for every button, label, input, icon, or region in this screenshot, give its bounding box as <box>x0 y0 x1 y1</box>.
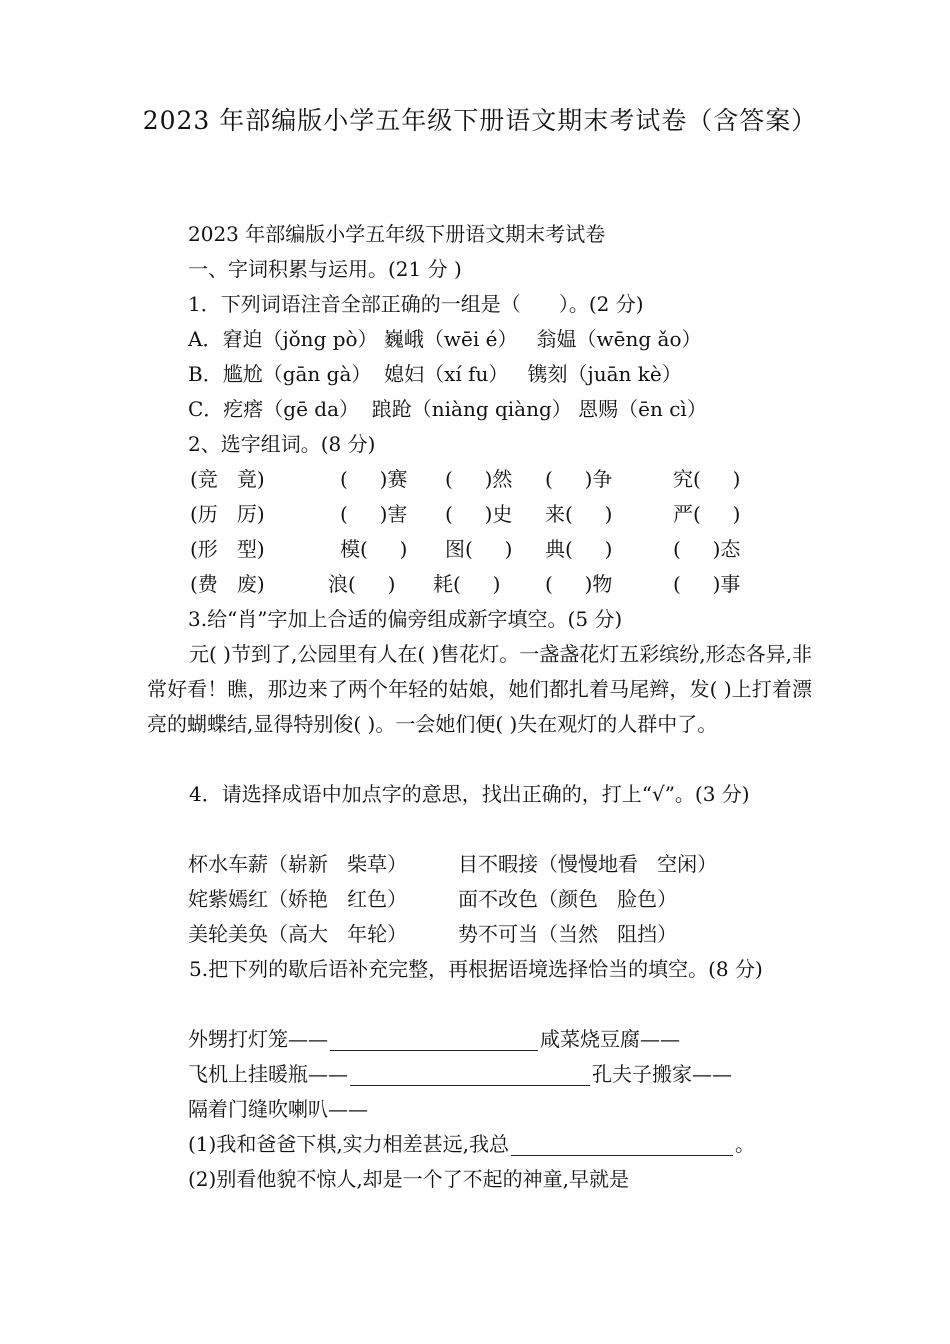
idiom-item: 杯水车薪（崭新 柴草） <box>188 852 408 876</box>
word-grid-cell: ( )然 <box>445 467 513 491</box>
question-3-stem: 3.给“肖”字加上合适的偏旁组成新字填空。(5 分) <box>188 607 623 631</box>
idiom-item: 美轮美奂（高大 年轮） <box>188 922 408 946</box>
exam-subtitle: 2023 年部编版小学五年级下册语文期末考试卷 <box>188 222 606 246</box>
section-heading: 一、字词积累与运用。(21 分 ) <box>188 257 462 281</box>
sentence-text: (1)我和爸爸下棋,实力相差甚远,我总 <box>188 1132 510 1156</box>
word-grid-cell: (费 废) <box>190 572 265 596</box>
word-grid-cell: ( )争 <box>545 467 613 491</box>
question-4-stem-block <box>147 777 812 812</box>
word-grid-cell: (竞 竟) <box>190 467 265 491</box>
document-title: 2023 年部编版小学五年级下册语文期末考试卷（含答案） <box>142 106 818 135</box>
xiehouyu-prompt: 咸菜烧豆腐—— <box>540 1027 680 1051</box>
answer-blank[interactable] <box>511 1135 733 1156</box>
word-grid-cell: (历 厉) <box>190 502 265 526</box>
word-grid-cell: 耗( ) <box>433 572 501 596</box>
word-grid-cell: 来( ) <box>545 502 613 526</box>
question-1-option-b: B．尴尬（gān gà） 媳妇（xí fu） 镌刻（juān kè） <box>188 362 682 386</box>
idiom-item: 姹紫嫣红（娇艳 红色） <box>188 887 408 911</box>
question-3-text: 元( )节到了,公园里有人在( )售花灯。一盏盏花灯五彩缤纷,形态各异,非常好看！瞧，那边来了两个年轻的姑娘，她们都扎着马尾辫，发( )上打着漂亮的蝴蝶结,显得特别俊( )。一会她们便( )失在观灯的人群中了。 <box>147 642 812 736</box>
question-3-paragraph <box>147 637 812 742</box>
word-grid-cell: ( )事 <box>673 572 741 596</box>
question-5-stem: 5.把下列的歇后语补充完整，再根据语境选择恰当的填空。(8 分) <box>189 957 763 981</box>
question-4-stem: 4．请选择成语中加点字的意思，找出正确的，打上“√”。(3 分) <box>189 782 750 806</box>
context-sentence-1 <box>188 1132 755 1156</box>
context-sentence-2: (2)别看他貌不惊人,却是一个了不起的神童,早就是 <box>188 1167 630 1191</box>
word-grid-cell: 图( ) <box>445 537 513 561</box>
question-5-stem-block <box>147 952 812 987</box>
idiom-item: 面不改色（颜色 脸色） <box>458 887 678 911</box>
xiehouyu-line <box>188 1062 732 1086</box>
word-grid-cell: 典( ) <box>545 537 613 561</box>
xiehouyu-prompt: 孔夫子搬家—— <box>592 1062 732 1086</box>
idiom-item: 目不暇接（慢慢地看 空闲） <box>458 852 718 876</box>
question-1-stem: 1．下列词语注音全部正确的一组是（ ）。(2 分) <box>188 292 644 316</box>
sentence-end: 。 <box>735 1132 756 1156</box>
word-grid-cell: 究( ) <box>673 467 741 491</box>
answer-blank[interactable] <box>350 1065 590 1086</box>
word-grid-cell: 浪( ) <box>328 572 396 596</box>
word-grid-cell: ( )赛 <box>340 467 408 491</box>
word-grid-cell: (形 型) <box>190 537 265 561</box>
word-grid-cell: ( )态 <box>673 537 741 561</box>
word-grid-cell: 严( ) <box>673 502 741 526</box>
xiehouyu-line <box>188 1027 680 1051</box>
question-1-option-c: C．疙瘩（gē da） 踉跄（niàng qiàng） 恩赐（ēn cì） <box>188 397 707 421</box>
xiehouyu-line: 隔着门缝吹喇叭—— <box>188 1097 368 1121</box>
xiehouyu-prompt: 飞机上挂暖瓶—— <box>188 1062 348 1086</box>
question-2-stem: 2、选字组词。(8 分) <box>188 432 376 456</box>
word-grid-cell: ( )害 <box>340 502 408 526</box>
idiom-item: 势不可当（当然 阻挡） <box>458 922 678 946</box>
question-1-option-a: A．窘迫（jǒng pò） 巍峨（wēi é） 翁媪（wēng ǎo） <box>188 327 702 351</box>
word-grid-cell: ( )史 <box>445 502 513 526</box>
answer-blank[interactable] <box>330 1030 538 1051</box>
word-grid-cell: 模( ) <box>340 537 408 561</box>
word-grid-cell: ( )物 <box>545 572 613 596</box>
xiehouyu-prompt: 外甥打灯笼—— <box>188 1027 328 1051</box>
